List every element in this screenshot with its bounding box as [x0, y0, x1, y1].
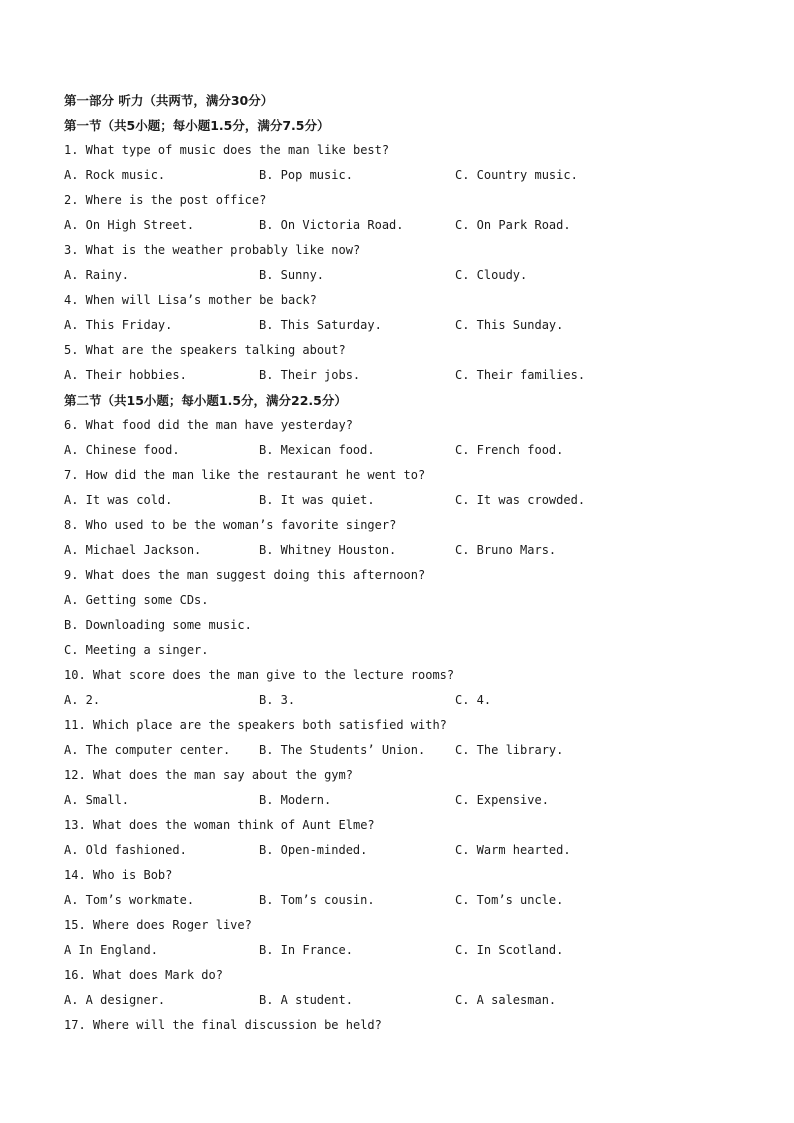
option-c: C. Their families.	[455, 368, 586, 382]
options-row-16	[64, 988, 744, 1013]
option-b-stacked: B. Downloading some music.	[64, 618, 252, 632]
option-c-stacked: C. Meeting a singer.	[64, 643, 209, 657]
option-c: C. Warm hearted.	[455, 843, 571, 857]
question-3: 3. What is the weather probably like now?	[64, 243, 361, 257]
option-c: C. French food.	[455, 443, 564, 457]
option-a: A. Small.	[64, 793, 130, 807]
option-a: A In England.	[64, 943, 158, 957]
question-12: 12. What does the man say about the gym?	[64, 768, 353, 782]
option-c: C. In Scotland.	[455, 943, 564, 957]
part-title: 第一部分 听力（共两节，满分30分）	[64, 93, 274, 108]
option-a: A. Michael Jackson.	[64, 543, 202, 557]
question-10: 10. What score does the man give to the lecture rooms?	[64, 668, 455, 682]
option-a-stacked: A. Getting some CDs.	[64, 593, 209, 607]
option-b: B. This Saturday.	[259, 318, 382, 332]
option-c: C. The library.	[455, 743, 564, 757]
option-c: C. Tom’s uncle.	[455, 893, 564, 907]
question-17: 17. Where will the final discussion be held?	[64, 1018, 382, 1032]
question-15: 15. Where does Roger live?	[64, 918, 252, 932]
option-b: B. Their jobs.	[259, 368, 361, 382]
option-c: C. Expensive.	[455, 793, 549, 807]
option-c: C. 4.	[455, 693, 492, 707]
options-row-2	[64, 213, 744, 238]
option-a: A. Chinese food.	[64, 443, 180, 457]
option-a: A. The computer center.	[64, 743, 231, 757]
section-title: 第一节（共5小题；每小题1.5分，满分7.5分）	[64, 118, 330, 133]
question-16: 16. What does Mark do?	[64, 968, 223, 982]
option-b: B. Pop music.	[259, 168, 353, 182]
question-13: 13. What does the woman think of Aunt Elme?	[64, 818, 375, 832]
option-b: B. Whitney Houston.	[259, 543, 397, 557]
option-b: B. Sunny.	[259, 268, 325, 282]
options-row-12	[64, 788, 744, 813]
option-a: A. Their hobbies.	[64, 368, 187, 382]
option-a: A. This Friday.	[64, 318, 173, 332]
question-1: 1. What type of music does the man like best?	[64, 143, 390, 157]
question-14: 14. Who is Bob?	[64, 868, 173, 882]
option-b: B. It was quiet.	[259, 493, 375, 507]
option-b: B. On Victoria Road.	[259, 218, 404, 232]
options-row-11	[64, 738, 744, 763]
options-row-5	[64, 363, 744, 388]
options-row-4	[64, 313, 744, 338]
options-row-6	[64, 438, 744, 463]
question-5: 5. What are the speakers talking about?	[64, 343, 346, 357]
option-a: A. 2.	[64, 693, 101, 707]
options-row-7	[64, 488, 744, 513]
option-a: A. A designer.	[64, 993, 166, 1007]
option-c: C. Bruno Mars.	[455, 543, 557, 557]
question-9: 9. What does the man suggest doing this afternoon?	[64, 568, 426, 582]
option-b: B. Open-minded.	[259, 843, 368, 857]
option-b: B. 3.	[259, 693, 296, 707]
question-4: 4. When will Lisa’s mother be back?	[64, 293, 317, 307]
option-a: A. On High Street.	[64, 218, 195, 232]
option-c: C. It was crowded.	[455, 493, 586, 507]
option-c: C. This Sunday.	[455, 318, 564, 332]
option-c: C. Country music.	[455, 168, 578, 182]
option-b: B. Tom’s cousin.	[259, 893, 375, 907]
section-title: 第二节（共15小题；每小题1.5分，满分22.5分）	[64, 393, 347, 408]
question-11: 11. Which place are the speakers both satisfied with?	[64, 718, 447, 732]
option-a: A. Old fashioned.	[64, 843, 187, 857]
option-b: B. The Students’ Union.	[259, 743, 426, 757]
option-b: B. A student.	[259, 993, 353, 1007]
option-c: C. Cloudy.	[455, 268, 528, 282]
option-a: A. Tom’s workmate.	[64, 893, 195, 907]
question-7: 7. How did the man like the restaurant he went to?	[64, 468, 426, 482]
question-2: 2. Where is the post office?	[64, 193, 267, 207]
options-row-14	[64, 888, 744, 913]
option-c: C. On Park Road.	[455, 218, 571, 232]
option-a: A. It was cold.	[64, 493, 173, 507]
option-a: A. Rainy.	[64, 268, 130, 282]
options-row-13	[64, 838, 744, 863]
options-row-8	[64, 538, 744, 563]
option-b: B. Modern.	[259, 793, 332, 807]
options-row-10	[64, 688, 744, 713]
exam-page	[64, 88, 744, 1038]
options-row-1	[64, 163, 744, 188]
options-row-3	[64, 263, 744, 288]
question-6: 6. What food did the man have yesterday?	[64, 418, 353, 432]
options-row-15	[64, 938, 744, 963]
option-c: C. A salesman.	[455, 993, 557, 1007]
option-a: A. Rock music.	[64, 168, 166, 182]
option-b: B. Mexican food.	[259, 443, 375, 457]
question-8: 8. Who used to be the woman’s favorite singer?	[64, 518, 397, 532]
option-b: B. In France.	[259, 943, 353, 957]
